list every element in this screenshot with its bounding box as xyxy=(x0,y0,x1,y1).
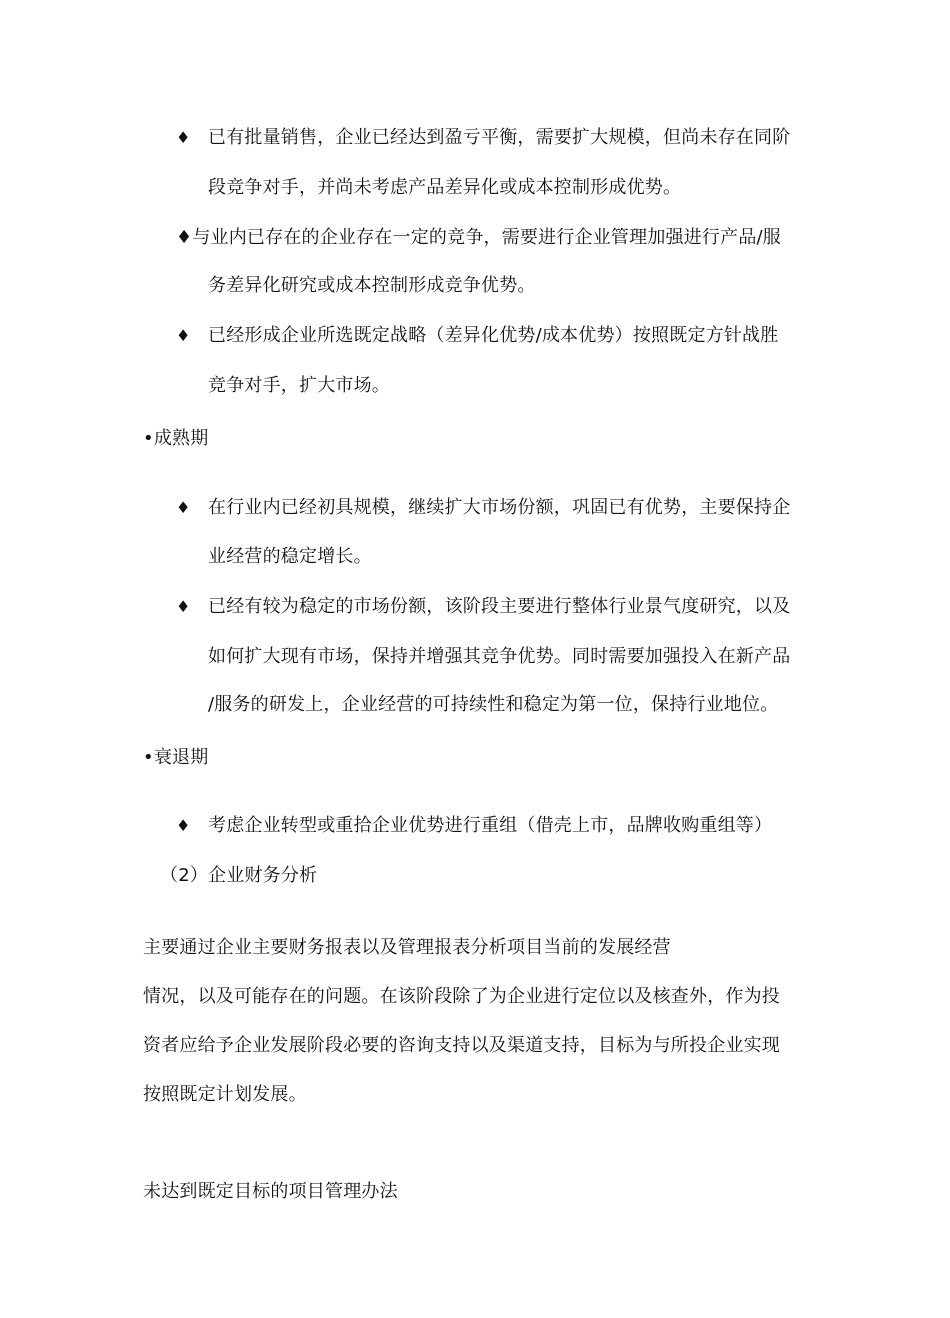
maturity-item-1-line-1: 在行业内已经初具规模，继续扩大市场份额，巩固已有优势，主要保持企 xyxy=(208,497,791,518)
maturity-item-2-line-1: 已经有较为稳定的市场份额，该阶段主要进行整体行业景气度研究，以及 xyxy=(208,596,791,617)
bullet-diamond-icon: ♦ xyxy=(176,128,191,147)
growth-item-1-line-2: 段竞争对手，并尚未考虑产品差异化或成本控制形成优势。 xyxy=(208,177,682,198)
footer-heading: 未达到既定目标的项目管理办法 xyxy=(143,1181,398,1202)
growth-item-3-line-2: 竞争对手，扩大市场。 xyxy=(208,375,390,396)
section-2-paragraph-line-4: 按照既定计划发展。 xyxy=(143,1084,307,1105)
decline-heading: •衰退期 xyxy=(143,747,209,768)
section-2-heading: （2）企业财务分析 xyxy=(160,865,318,886)
growth-item-2-line-1: ♦与业内已存在的企业存在一定的竞争，需要进行企业管理加强进行产品/服 xyxy=(176,227,781,248)
maturity-heading: •成熟期 xyxy=(143,428,209,449)
bullet-diamond-icon: ♦ xyxy=(176,326,191,345)
bullet-diamond-icon: ♦ xyxy=(176,498,191,517)
maturity-item-1-line-2: 业经营的稳定增长。 xyxy=(208,546,372,567)
section-2-paragraph-line-1: 主要通过企业主要财务报表以及管理报表分析项目当前的发展经营 xyxy=(143,937,671,958)
section-2-paragraph-line-2: 情况，以及可能存在的问题。在该阶段除了为企业进行定位以及核查外，作为投 xyxy=(143,986,780,1007)
bullet-diamond-icon: ♦ xyxy=(176,597,191,616)
growth-item-2-line-2: 务差异化研究或成本控制形成竞争优势。 xyxy=(208,275,536,296)
growth-item-1-line-1: 已有批量销售，企业已经达到盈亏平衡，需要扩大规模，但尚未存在同阶 xyxy=(208,127,791,148)
section-2-paragraph-line-3: 资者应给予企业发展阶段必要的咨询支持以及渠道支持，目标为与所投企业实现 xyxy=(143,1035,780,1056)
bullet-diamond-icon: ♦ xyxy=(176,816,191,835)
growth-item-3-line-1: 已经形成企业所选既定战略（差异化优势/成本优势）按照既定方针战胜 xyxy=(208,325,779,346)
maturity-item-2-line-2: 如何扩大现有市场，保持并增强其竞争优势。同时需要加强投入在新产品 xyxy=(208,646,791,667)
decline-item-1-line-1: 考虑企业转型或重拾企业优势进行重组（借壳上市，品牌收购重组等） xyxy=(208,815,773,836)
maturity-item-2-line-3: /服务的研发上，企业经营的可持续性和稳定为第一位，保持行业地位。 xyxy=(208,694,779,715)
